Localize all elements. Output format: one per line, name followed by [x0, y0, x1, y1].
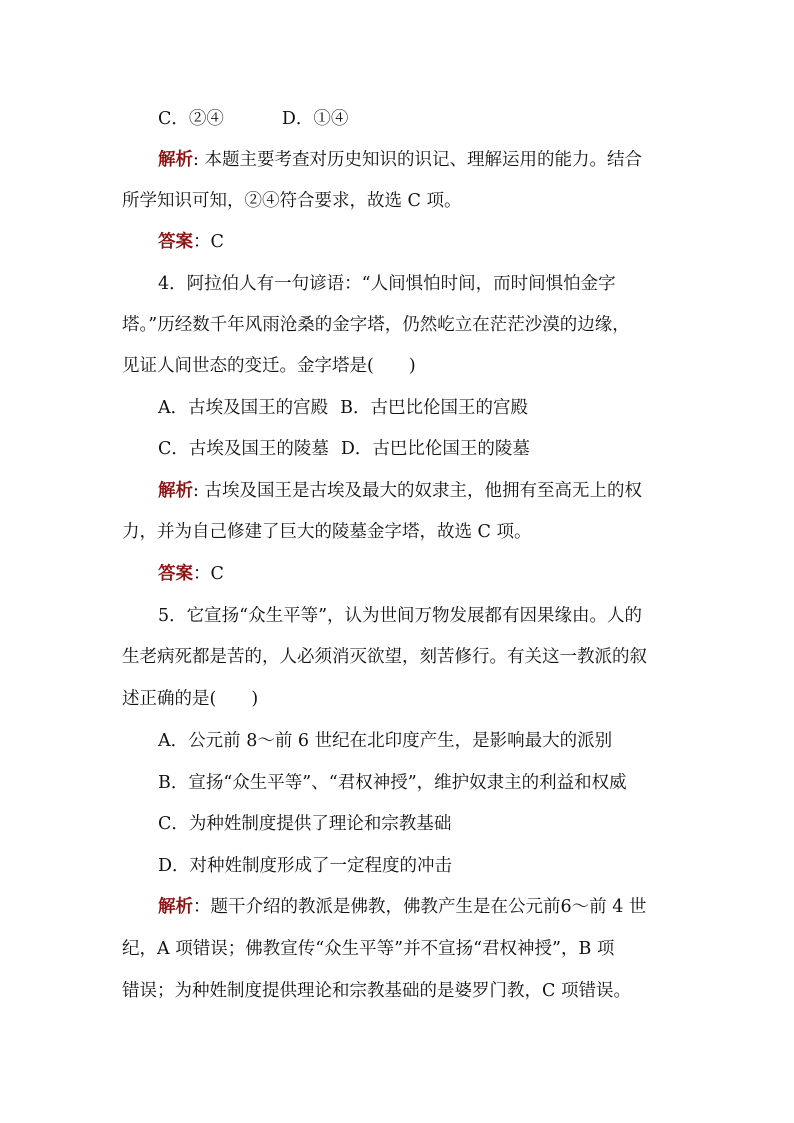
analysis-text: : 古埃及国王是古埃及最大的奴隶主，他拥有至高无上的权	[193, 481, 642, 501]
q5-option-a: A．公元前 8～前 6 世纪在北印度产生，是影响最大的派别	[158, 731, 613, 751]
q4-stem-line-1: 4．阿拉伯人有一句谚语：“人间惧怕时间，而时间惧怕金字	[158, 274, 616, 294]
q4-options-row-1	[158, 396, 718, 420]
q5-option-c: C．为种姓制度提供了理论和宗教基础	[158, 814, 452, 834]
q5-analysis-line-2: 纪，A 项错误；佛教宣传“众生平等”并不宣扬“君权神授”，B 项	[122, 939, 615, 959]
q5-option-d: D．对种姓制度形成了一定程度的冲击	[158, 856, 453, 876]
analysis-label: 解析	[158, 481, 193, 501]
q3-answer	[158, 230, 718, 254]
q4-options-row-2	[158, 437, 718, 461]
q4-analysis-line-2: 力，并为自己修建了巨大的陵墓金字塔，故选 C 项。	[122, 522, 532, 542]
answer-value: ：C	[193, 232, 224, 252]
q3-option-d: D．①④	[281, 109, 349, 129]
q4-stem-line-3: 见证人间世态的变迁。金字塔是( )	[122, 356, 416, 376]
answer-value: ：C	[193, 564, 224, 584]
analysis-label: 解析	[158, 897, 193, 917]
answer-label: 答案	[158, 564, 193, 584]
q4-option-a: A．古埃及国王的宫殿	[158, 398, 329, 418]
q5-analysis-line-1	[158, 895, 718, 919]
q4-analysis-line-1	[158, 479, 718, 503]
q4-option-c: C．古埃及国王的陵墓	[158, 439, 329, 459]
q3-analysis-line-2: 所学知识可知，②④符合要求，故选 C 项。	[122, 191, 462, 211]
q5-stem-line-2: 生老病死都是苦的，人必须消灭欲望，刻苦修行。有关这一教派的叙	[122, 647, 647, 667]
q3-options-row	[158, 107, 718, 131]
q4-answer	[158, 562, 718, 586]
q5-option-b: B．宣扬“众生平等”、“君权神授”，维护奴隶主的利益和权威	[158, 773, 627, 793]
answer-label: 答案	[158, 232, 193, 252]
analysis-text: ：题干介绍的教派是佛教，佛教产生是在公元前6～前 4 世	[193, 897, 647, 917]
q5-stem-line-1: 5．它宣扬“众生平等”，认为世间万物发展都有因果缘由。人的	[158, 606, 643, 626]
analysis-text: : 本题主要考查对历史知识的识记、理解运用的能力。结合	[193, 150, 642, 170]
q3-option-c: C．②④	[158, 109, 224, 129]
q3-analysis-line-1	[158, 148, 718, 172]
analysis-label: 解析	[158, 150, 193, 170]
q4-stem-line-2: 塔。”历经数千年风雨沧桑的金字塔，仍然屹立在茫茫沙漠的边缘，	[122, 315, 630, 335]
q4-option-b: B．古巴比伦国王的宫殿	[340, 398, 528, 418]
q4-option-d: D．古巴比伦国王的陵墓	[340, 439, 530, 459]
q5-stem-line-3: 述正确的是( )	[122, 689, 259, 709]
q5-analysis-line-3: 错误；为种姓制度提供理论和宗教基础的是婆罗门教，C 项错误。	[122, 981, 631, 1001]
